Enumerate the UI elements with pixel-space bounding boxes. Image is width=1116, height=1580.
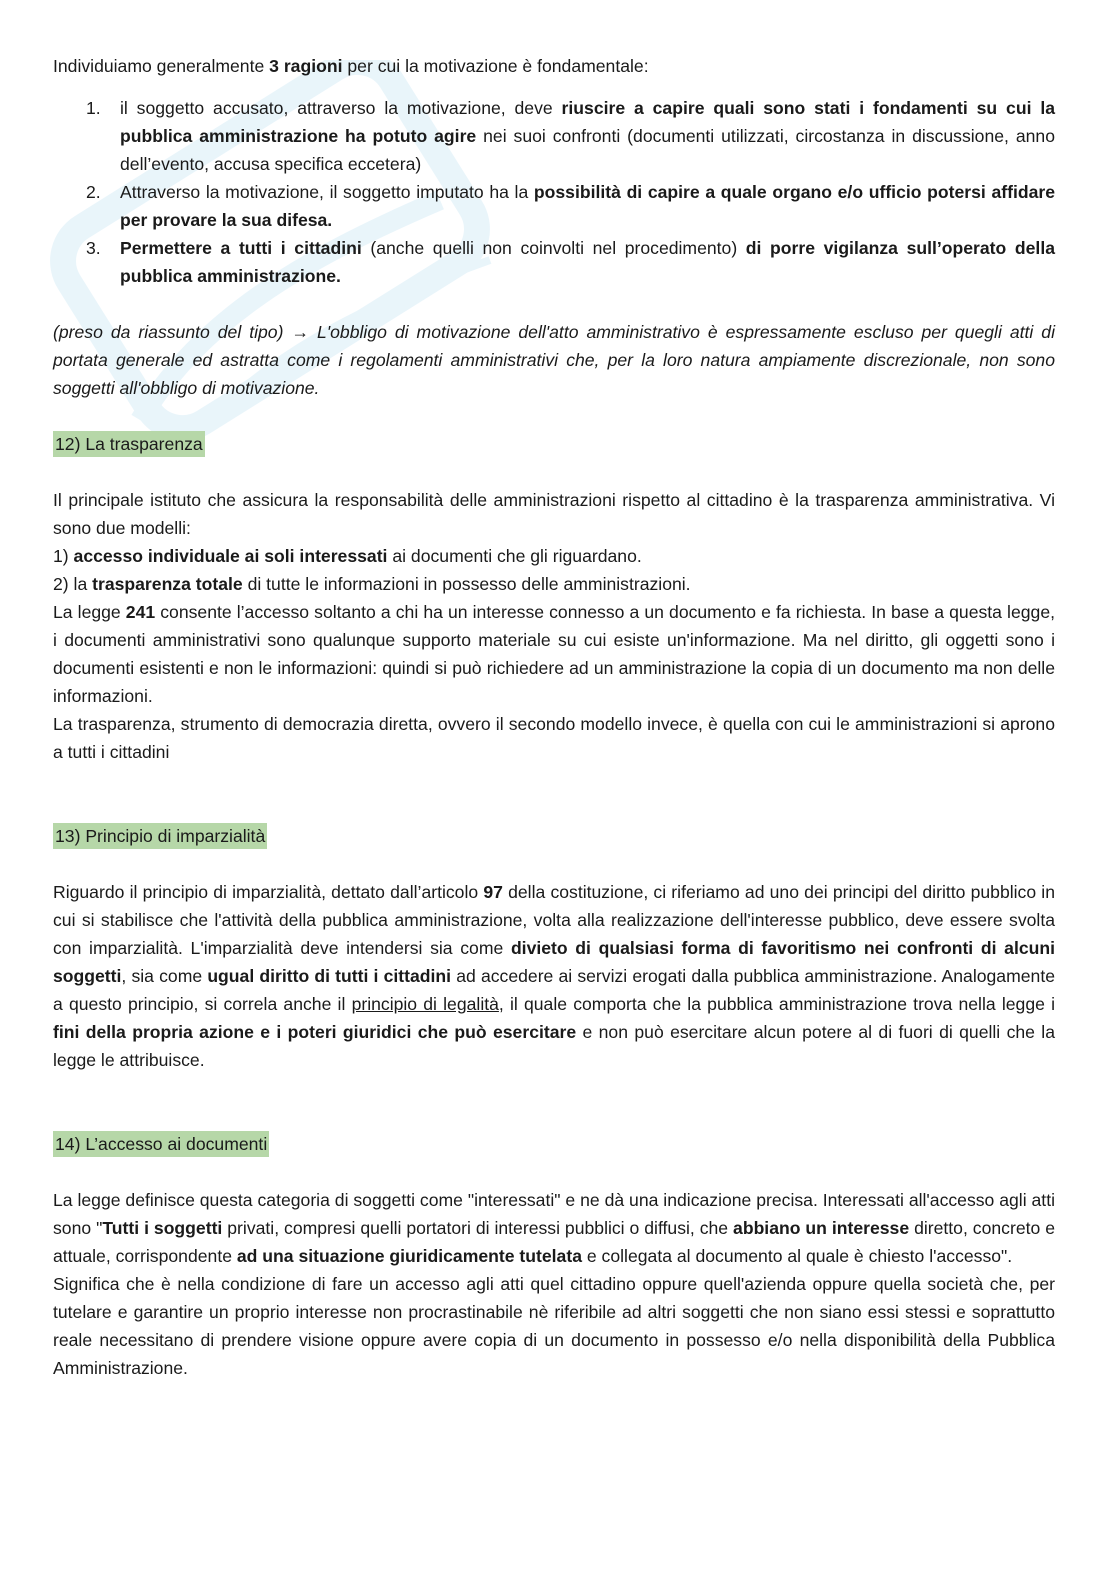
document-page	[53, 52, 1055, 1382]
italic-note: (preso da riassunto del tipo) → L'obbligo di motivazione dell'atto amministrativo è espressamente escluso per quegli atti di portata generale ed astratta come i regolamenti amministrativi che, per la loro natura ampiamente discrezionale, non sono soggetti all'obbligo di motivazione.	[53, 322, 1055, 398]
paragraph-text: e non può esercitare alcun potere al di fuori di quelli che la legge le attribuisce.	[53, 1022, 1055, 1070]
paragraph-bold: ugual diritto di tutti i cittadini	[207, 966, 452, 986]
sec12-paragraph-1: Il principale istituto che assicura la responsabilità delle amministrazioni rispetto al cittadino è la trasparenza amministrativa. Vi sono due modelli:	[53, 490, 1055, 538]
paragraph-bold: Tutti i soggetti	[102, 1218, 223, 1238]
model-bold: trasparenza totale	[92, 574, 243, 594]
paragraph-bold: abbiano un interesse	[733, 1218, 910, 1238]
reasons-list	[53, 94, 1055, 290]
sec13-paragraph	[53, 878, 1055, 1074]
paragraph-text: della costituzione, ci riferiamo ad uno dei principi del diritto pubblico in cui si stabilisce che l'attività della pubblica amministrazione, volta alla realizzazione dell'interesse pubblico, deve essere svolta con imparzialità. L'imparzialità deve intendersi sia come	[53, 882, 1056, 958]
paragraph-text: privati, compresi quelli portatori di interessi pubblici o diffusi, che	[222, 1218, 734, 1238]
section-13	[53, 822, 1055, 850]
intro-text-after: per cui la motivazione è fondamentale:	[342, 56, 649, 76]
paragraph-text: diretto, concreto e attuale, corrispondente	[53, 1218, 1055, 1266]
list-bold: riuscire a capire quali sono stati i fondamenti su cui la pubblica amministrazione ha potuto agire	[120, 98, 1055, 146]
list-bold: Permettere a tutti i cittadini	[120, 238, 362, 258]
sec12-model-1	[53, 542, 1055, 570]
paragraph-bold: divieto di qualsiasi forma di favoritismo nei confronti di alcuni soggetti	[53, 938, 1056, 986]
list-item	[53, 234, 1055, 290]
paragraph-text: Riguardo il principio di imparzialità, dettato dall’articolo	[53, 882, 484, 902]
model-number: 1)	[53, 546, 74, 566]
list-number: 1.	[86, 98, 101, 118]
section-heading: 14) L’accesso ai documenti	[53, 1131, 269, 1157]
sec12-paragraph-3: La trasparenza, strumento di democrazia diretta, ovvero il secondo modello invece, è quella con cui le amministrazioni si aprono a tutti i cittadini	[53, 714, 1055, 762]
list-number: 2.	[86, 182, 101, 202]
model-text: ai documenti che gli riguardano.	[387, 546, 642, 566]
sec12-paragraph-2	[53, 598, 1055, 710]
paragraph-text: ad accedere ai servizi erogati dalla pubblica amministrazione. Analogamente a questo principio, si correla anche il	[53, 966, 1055, 1014]
model-number: 2) la	[53, 574, 93, 594]
paragraph-text: , sia come	[121, 966, 208, 986]
section-12	[53, 430, 1055, 458]
paragraph-text: consente l’accesso soltanto a chi ha un interesse connesso a un documento e fa richiesta. In base a questa legge, i documenti amministrativi sono qualunque supporto materiale su cui esiste un'informazione. Ma nel diritto, gli oggetti sono i documenti esistenti e non le informazioni: quindi si può richiedere ad un amministrazione la copia di un documento ma non delle informazioni.	[53, 602, 1055, 706]
sec12-model-2	[53, 570, 1055, 598]
intro-text: Individuiamo generalmente	[53, 56, 270, 76]
paragraph-text: e collegata al documento al quale è chiesto l'accesso".	[582, 1246, 1013, 1266]
article-number: 97	[483, 882, 503, 902]
paragraph-text: La legge	[53, 602, 126, 622]
list-text: (anche quelli non coinvolti nel procedimento)	[361, 238, 746, 258]
list-text: Attraverso la motivazione, il soggetto imputato ha la	[120, 182, 534, 202]
list-number: 3.	[86, 238, 101, 258]
paragraph-text: La legge definisce questa categoria di soggetti come "interessati" e ne dà una indicazione precisa. Interessati all'accesso agli atti sono "	[53, 1190, 1055, 1238]
list-item	[53, 94, 1055, 178]
model-text: di tutte le informazioni in possesso delle amministrazioni.	[242, 574, 691, 594]
list-item	[53, 178, 1055, 234]
intro-paragraph	[53, 52, 1055, 80]
paragraph-text: , il quale comporta che la pubblica amministrazione trova nella legge i	[498, 994, 1055, 1014]
section-14	[53, 1130, 1055, 1158]
intro-bold: 3 ragioni	[269, 56, 343, 76]
list-bold: possibilità di capire a quale organo e/o ufficio potersi affidare per provare la sua difesa.	[120, 182, 1055, 230]
list-text: il soggetto accusato, attraverso la motivazione, deve	[120, 98, 562, 118]
list-text: nei suoi confronti (documenti utilizzati, circostanza in discussione, anno dell’evento, accusa specifica eccetera)	[120, 126, 1055, 174]
section-heading: 13) Principio di imparzialità	[53, 823, 267, 849]
paragraph-bold: ad una situazione giuridicamente tutelata	[236, 1246, 582, 1266]
underlined-term: principio di legalità	[351, 994, 499, 1014]
model-bold: accesso individuale ai soli interessati	[73, 546, 388, 566]
law-number: 241	[125, 602, 156, 622]
list-bold: di porre vigilanza sull’operato della pubblica amministrazione.	[120, 238, 1055, 286]
paragraph-bold: fini della propria azione e i poteri giuridici che può esercitare	[53, 1022, 577, 1042]
sec14-paragraph-2: Significa che è nella condizione di fare un accesso agli atti quel cittadino oppure quell'azienda oppure quella società che, per tutelare e garantire un proprio interesse non procrastinabile nè riferibile ad altri soggetti che non siano essi stessi e soprattutto reale necessitano di prendere visione oppure avere copia di un documento in possesso e/o nella disponibilità della Pubblica Amministrazione.	[53, 1274, 1055, 1378]
sec14-paragraph-1	[53, 1186, 1055, 1270]
section-heading: 12) La trasparenza	[53, 431, 205, 457]
